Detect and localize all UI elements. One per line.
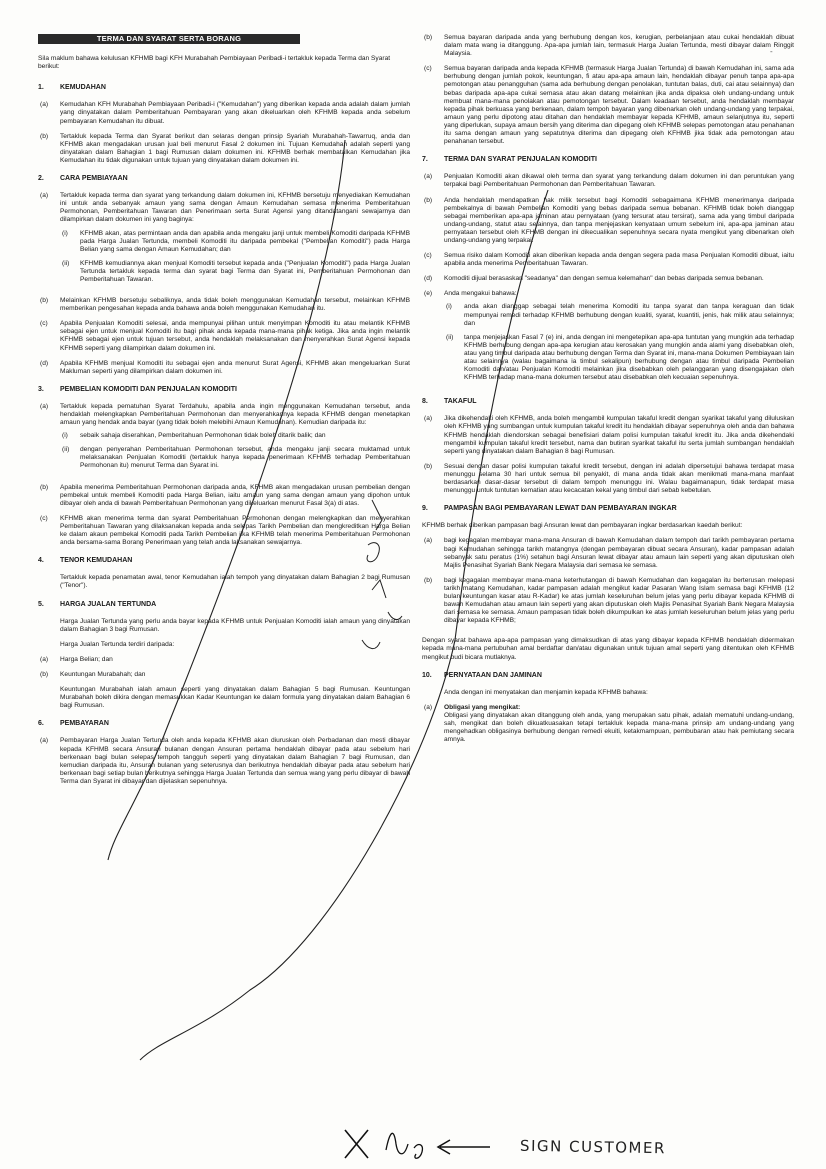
- clause-3a-ii: (ii) dengan penyerahan Pemberitahuan Permohonan tersebut, anda mengaku janji secara muktamad untuk melaksanakan Penjualan Komoditi (tertakluk hanya kepada penerimaan KFHMB terhadap Pemberitahuan Permohonan itu) menurut Terma dan Syarat ini.: [62, 446, 410, 470]
- clause-7e-ii: (ii) tanpa menjejaskan Fasal 7 (e) ini, anda dengan ini mengetepikan apa-apa tuntutan yang mungkin ada terhadap KFHMB berhubung dengan apa-apa kerugian atau kerosakan yang mungkin anda alami yang disebabkan oleh, atau yang timbul daripada atau berhubung dengan Terma dan Syarat ini, mana-mana Dokumen Pembiayaan lain atau selainnya (walau bagaimana ia timbul sekalipun) berhubung dengan atau timbul daripada Pembelian Komoditi dan/atau Penjualan Komoditi melainkan jika disebabkan oleh pelanggaran yang disengajakan oleh KFHMB terhadap mana-mana dokumen tersebut atau disebabkan oleh kecuaian sepenuhnya.: [446, 333, 794, 382]
- clause-2a: (a) Tertakluk kepada terma dan syarat yang terkandung dalam dokumen ini, KFHMB bersetuju menyediakan Kemudahan ini untuk anda sebanyak amaun yang sama dengan Amaun Kemudahan semasa menerima Pemberitahuan Permohonan, Pemberitahuan Tawaran dan Penerimaan serta Surat Agensi yang ditandatangani sewajarnya dan dilampirkan dalam dokumen ini yang baginya: (i) KFHMB akan, atas permintaan anda dan apabila anda mengaku janji untuk membeli Komoditi daripada KFHMB pada Harga Jualan Tertunda, membeli Komoditi itu daripada pembekal ("Pembelian Komoditi") pada Harga Belian yang sama dengan Amaun Kemudahan; dan (ii) KFHMB kemudiannya akan menjual Komoditi tersebut kepada anda ("Penjualan Komoditi") pada Harga Jualan Tertunda tertakluk kepada terma dan syarat bagi Terma dan Syarat ini, Pemberitahuan Permohonan dan Pemberitahuan Tawaran.: [40, 192, 410, 283]
- clause-5b: (b) Keuntungan Murabahah; dan: [40, 670, 146, 678]
- section-6: [38, 720, 410, 786]
- section-5-p2: Harga Jualan Tertunda terdiri daripada:: [60, 640, 175, 648]
- clause-3a-i: (i) sebaik sahaja diserahkan, Pemberitahuan Permohonan tidak boleh ditarik balik; dan: [62, 432, 326, 440]
- clause-2a-i: (i) KFHMB akan, atas permintaan anda dan apabila anda mengaku janji untuk membeli Komoditi daripada KFHMB pada Harga Jualan Tertunda, membeli Komoditi itu daripada pembekal ("Pembelian Komoditi") pada Harga Belian yang sama dengan Amaun Kemudahan; dan: [62, 229, 410, 253]
- handwritten-initials: [386, 1133, 422, 1158]
- clause-2a-ii: (ii) KFHMB kemudiannya akan menjual Komoditi tersebut kepada anda ("Penjualan Komoditi") pada Harga Jualan Tertunda tertakluk kepada terma dan syarat bagi Terma dan Syarat ini, Pemberitahuan Permohonan dan Pemberitahuan Tawaran.: [62, 259, 410, 283]
- section-heading: 10. PERNYATAAN DAN JAMINAN: [422, 671, 542, 679]
- clause-3c: (c) KFHMB akan menerima terma dan syarat Pemberitahuan Permohonan dengan melengkapkan dan menyerahkan Pemberitahuan Tawaran yang dilaksanakan kepada anda selepas Tarikh Pembelian dan mengkreditkan Harga Belian ke dalam akaun pembekal Komoditi pada Tarikh Pembelian jika KFHMB telah menerima Pemberitahuan Permohonan anda bersama-sama Borang Penerimaan yang telah anda laksanakan sewajarnya.: [40, 514, 410, 547]
- section-heading: 6. PEMBAYARAN: [38, 720, 109, 728]
- section-4: [38, 557, 410, 590]
- section-10: [422, 672, 794, 745]
- section-heading: 1. KEMUDAHAN: [38, 84, 106, 92]
- clause-8b: (b) Sesuai dengan dasar polisi kumpulan takaful kredit tersebut, dengan ini adalah dipersetujui bahawa terdapat masa menunggu selama 30 hari untuk semua bil penyakit, di mana anda tidak akan menikmati mana-mana manfaat berdasarkan dasar-dasar tersebut di dalam tempoh menunggu ini. Walau bagaimanapun, tidak terdapat masa menunggu untuk tuntutan kematian atau kecacatan kekal yang timbul dari sebab kebetulan.: [424, 462, 794, 495]
- clause-6b: (b) Semua bayaran daripada anda yang berhubung dengan kos, kerugian, perbelanjaan atau cukai hendaklah dibuat dalam mata wang ia ditanggung. Apa-apa jumlah lain, termasuk Harga Jualan Tertunda, mesti dibayar dalam Ringgit Malaysia.: [424, 34, 794, 58]
- section-2: [38, 175, 410, 376]
- section-9-closing: Dengan syarat bahawa apa-apa pampasan yang dimaksudkan di atas yang dibayar kepada KFHMB hendaklah didermakan kepada mana-mana pertubuhan amal berdaftar dan/atau digunakan untuk tujuan amal seperti yang ditentukan oleh KFHMB mengikut budi bicara mutlaknya.: [422, 637, 794, 661]
- right-column: [422, 34, 794, 751]
- clause-6a: (a) Pembayaran Harga Jualan Tertunda oleh anda kepada KFHMB akan diuruskan oleh Perbadanan dan mesti dibayar kepada KFHMB secara Ansuran bulanan dengan Ansuran pertama hendaklah dibayar pada atau sebelum hari berkenaan bagi bulan selepas tempoh tangguh seperti yang dinyatakan dalam Bahagian 7 bagi Rumusan, dan kemudian daripada itu, Ansuran bulanan yang seterusnya dan berikutnya hendaklah dibayar pada atau sebelum hari berkenaan bagi setiap bulan berikutnya sehingga Harga Jualan Tertunda dan semua wang yang perlu dibayar di bawah Terma dan Syarat ini dibayar dan dijelaskan sepenuhnya.: [40, 737, 410, 785]
- section-heading: 7. TERMA DAN SYARAT PENJUALAN KOMODITI: [422, 156, 597, 164]
- document-title: TERMA DAN SYARAT SERTA BORANG: [38, 34, 300, 44]
- clause-1b: (b) Tertakluk kepada Terma dan Syarat berikut dan selaras dengan prinsip Syariah Murabahah-Tawarruq, anda dan KFHMB akan mengadakan urusan jual beli menurut Fasal 2 dokumen ini. Tujuan Kemudahan adalah seperti yang dinyatakan dalam Bahagian 1 bagi Rumusan dalam dokumen ini. KFHMB berhak membatalkan Kemudahan jika Kemudahan itu tidak digunakan untuk tujuan yang dinyatakan dalam dokumen ini.: [40, 132, 410, 164]
- section-heading: 9. PAMPASAN BAGI PEMBAYARAN LEWAT DAN PEMBAYARAN INGKAR: [422, 505, 677, 513]
- clause-5a: (a) Harga Belian; dan: [40, 655, 113, 663]
- section-5-p1: Harga Jualan Tertunda yang perlu anda bayar kepada KFHMB untuk Penjualan Komoditi ialah amaun yang dinyatakan dalam Bahagian 3 bagi Rumusan.: [60, 617, 410, 633]
- clause-7d: (d) Komoditi dijual berasaskan "seadanya" dan dengan semua kelemahan" dan bebas daripada semua bebanan.: [424, 275, 764, 283]
- section-9-intro: KFHMB berhak diberikan pampasan bagi Ansuran lewat dan pembayaran ingkar berdasarkan kaedah berikut:: [422, 522, 743, 530]
- section-1: [38, 84, 410, 165]
- section-9: [422, 505, 794, 661]
- left-column: [38, 34, 410, 793]
- clause-10a-heading: Obligasi yang mengikat:: [444, 703, 521, 711]
- section-7: [422, 156, 794, 388]
- handwritten-arrow-icon: [438, 1140, 490, 1154]
- clause-1a: (a) Kemudahan KFH Murabahah Pembiayaan Peribadi-i ("Kemudahan") yang diberikan kepada anda adalah dalam jumlah yang dinyatakan dalam Pemberitahuan Pembayaran yang akan dikeluarkan oleh KFHMB kepada anda sebelum pembayaran Kemudahan itu dibuat.: [40, 101, 410, 125]
- clause-9a: (a) bagi kegagalan membayar mana-mana Ansuran di bawah Kemudahan dalam tempoh dari tarikh pembayaran pertama bagi Kemudahan sehingga tarikh matangnya (dengan pembayaran dibuat secara Ansuran), kadar pampasan adalah sebanyak satu peratus (1%) setahun bagi Ansuran lewat dibayar atau amaun lain seperti yang akan diputuskan oleh Majlis Penasihat Syariah Bank Negara Malaysia dari semasa ke semasa.: [424, 537, 794, 569]
- margin-mark: -: [770, 47, 773, 56]
- clause-2c: (c) Apabila Penjualan Komoditi selesai, anda mempunyai pilihan untuk menyimpan Komoditi itu atau melantik KFHMB sebagai ejen untuk menjual Komoditi itu bagi pihak anda kepada mana-mana pihak ketiga. Jika anda ingin melantik KFHMB sebagai ejen untuk tujuan tersebut, anda hendaklah melaksanakan dan menyerahkan Surat Agensi kepada KFHMB seperti yang dilampirkan dalam dokumen ini.: [40, 320, 410, 352]
- section-3: [38, 386, 410, 547]
- section-8: [422, 398, 794, 495]
- clause-7e-i: (i) anda akan dianggap sebagai telah menerima Komoditi itu tanpa syarat dan tanpa keraguan dan tidak mempunyai remedi terhadap KFHMB berhubung dengan kualiti, syarat, kuantiti, jenis, hak milik atau selainnya; dan: [446, 303, 794, 327]
- clause-6c: (c) Semua bayaran daripada anda kepada KFHMB (termasuk Harga Jualan Tertunda) di bawah Kemudahan ini, sama ada berhubung dengan jumlah pokok, keuntungan, fi atau apa-apa amaun lain, hendaklah dibayar penuh tanpa apa-apa pemotongan atau penangguhan (sama ada berhubung dengan penolakan, tuntutan balas, duti, cai atau selainnya) dan bebas daripada apa-apa cukai semasa atau akan datang melainkan jika anda dipaksa oleh undang-undang untuk membuat mana-mana penolakan atau pemotongan tersebut. Dalam keadaan tersebut, anda hendaklah membayar kepada pihak berkuasa yang berkenaan, dalam tempoh bayaran yang dibenarkan oleh undang-undang yang terpakai, amaun yang perlu dipotong atau ditahan dan hendaklah membayar kepada KFHMB, amaun selanjutnya itu, seperti yang diperlukan, supaya amaun bersih yang diterima dan dipegang oleh KFHMB selepas pemotongan atau penahanan itu sama dengan amaun yang sepatutnya diterima dan dipegang oleh KFHMB jika tidak ada pemotongan atau penahanan tersebut.: [424, 65, 794, 146]
- section-5-p3: Keuntungan Murabahah ialah amaun seperti yang dinyatakan dalam Bahagian 5 bagi Rumusan. Keuntungan Murabahah boleh dikira dengan memasukkan Kadar Keuntungan ke dalam formula yang dinyatakan dalam Bahagian 6 bagi Rumusan.: [60, 686, 410, 710]
- section-4-text: Tertakluk kepada penamatan awal, tenor Kemudahan ialah tempoh yang dinyatakan dalam Bahagian 2 bagi Rumusan ("Tenor").: [60, 574, 410, 590]
- clause-10a: (a) Obligasi yang mengikat: Obligasi yang dinyatakan akan ditanggung oleh anda, yang merupakan satu pihak, adalah mematuhi undang-undang, sah, mengikat dan boleh dikuatkuasakan tetapi tertakluk kepada mana-mana prinsip am undang-undang yang mengehadkan obligasinya berhubung dengan remedi ekuiti, ketakmampuan, pembubaran atau hak pemiutang secara amnya.: [424, 703, 794, 744]
- section-heading: 4. TENOR KEMUDAHAN: [38, 557, 133, 565]
- clause-7c: (c) Semua risiko dalam Komoditi akan diberikan kepada anda dengan segera pada masa Penjualan Komoditi dibuat, iaitu apabila anda menerima Pemberitahuan Tawaran.: [424, 252, 794, 268]
- clause-7a: (a) Penjualan Komoditi akan dikawal oleh terma dan syarat yang terkandung dalam dokumen ini dan peruntukan yang terpakai bagi Pemberitahuan Permohonan dan Pemberitahuan Tawaran.: [424, 173, 794, 189]
- clause-9b: (b) bagi kegagalan membayar mana-mana keterhutangan di bawah Kemudahan dan kegagalan itu berterusan melepasi tarikh matang Kemudahan, kadar pampasan adalah mengikut kadar Pasaran Wang Islam semasa bagi KFHMB (12 bulan keuntungan kasar atau R-Kadar) ke atas jumlah keseluruhan belum jelas yang perlu dibayar kepada KFHMB di bawah Kemudahan atau amaun lain seperti yang akan diputuskan oleh Majlis Penasihat Syariah Bank Negara Malaysia dari semasa ke semasa. Amaun pampasan tidak boleh dikumpulkan ke atas jumlah keseluruhan belum jelas yang perlu dibayar kepada KFHMB;: [424, 576, 794, 625]
- section-heading: 3. PEMBELIAN KOMODITI DAN PENJUALAN KOMODITI: [38, 385, 237, 393]
- clause-7b: (b) Anda hendaklah mendapatkan hak milik tersebut bagi Komoditi sebagaimana KFHMB menerimanya daripada pembekalnya di bawah Pembelian Komoditi yang bebas daripada semua bebanan. KFHMB tidak boleh dianggap sebagai memberikan apa-apa jaminan atau pernyataan (yang tersurat atau tersirat), sama ada yang timbul daripada undang-undang, statut atau selainnya, dan tanpa menjejaskan kenyataan umum sebelum ini, apa-apa jaminan atau pernyataan tersebut oleh KFHMB dengan ini dikecualikan sepenuhnya secara nyata mengikut yang dibenarkan oleh undang-undang yang terpakai.: [424, 196, 794, 244]
- section-5: [38, 601, 410, 711]
- clause-3b: (b) Apabila menerima Pemberitahuan Permohonan daripada anda, KFHMB akan mengadakan urusan pembelian dengan pembekal untuk membeli Komoditi pada Harga Belian, iaitu amaun yang sama dengan amaun yang dipohon untuk dibayar oleh anda di bawah Pemberitahuan Permohonan yang dikeluarkan menurut Fasal 3(a) di atas.: [40, 483, 410, 507]
- section-heading: 2. CARA PEMBIAYAAN: [38, 175, 128, 183]
- clause-2d: (d) Apabila KFHMB menjual Komoditi itu sebagai ejen anda menurut Surat Agensi, KFHMB akan mengeluarkan Surat Makluman seperti yang dilampirkan dalam dokumen ini.: [40, 359, 410, 375]
- section-heading: 5. HARGA JUALAN TERTUNDA: [38, 600, 157, 608]
- intro-paragraph: Sila maklum bahawa kelulusan KFHMB bagi KFH Murabahah Pembiayaan Peribadi-i tertakluk kepada Terma dan Syarat berikut:: [38, 55, 391, 71]
- section-10-intro: Anda dengan ini menyatakan dan menjamin kepada KFHMB bahawa:: [444, 688, 648, 696]
- clause-8a: (a) Jika dikehendaki oleh KFHMB, anda boleh mengambil kumpulan takaful kredit dengan syarikat takaful yang diluluskan oleh KFHMB yang sumbangan untuk kumpulan takaful kredit itu hendaklah dibayar sepenuhnya oleh anda dan bahawa KFHMB hendaklah diendorskan sebagai benefisiari dalam polisi kumpulan takaful kredit itu. Jika anda dikehendaki mengambil kumpulan takaful kredit tersebut, nama dan butiran syarikat takaful itu serta jumlah sumbangan hendaklah seperti yang dinyatakan dalam Bahagian 8 bagi Rumusan.: [424, 415, 794, 455]
- handwritten-cross-mark: [345, 1130, 368, 1158]
- clause-3a: (a) Tertakluk kepada pematuhan Syarat Terdahulu, apabila anda ingin menggunakan Kemudahan tersebut, anda hendaklah melengkapkan Pemberitahuan Permohonan dan menyerahkannya kepada KFHMB dengan menetapkan amaun yang hendak anda bayar (yang tidak boleh melebihi Amaun Kemudahan). Kemudian daripada itu: (i) sebaik sahaja diserahkan, Pemberitahuan Permohonan tidak boleh ditarik balik; dan (ii) dengan penyerahan Pemberitahuan Permohonan tersebut, anda mengaku janji secara muktamad untuk melaksanakan Penjualan Komoditi (tertakluk hanya kepada penerimaan KFHMB terhadap Pemberitahuan Permohonan itu) menurut Terma dan Syarat ini.: [40, 402, 410, 470]
- handwritten-sign-note: SIGN CUSTOMER: [519, 1136, 666, 1158]
- clause-2b: (b) Melainkan KFHMB bersetuju sebaliknya, anda tidak boleh menggunakan Kemudahan tersebut, melainkan KFHMB memberikan pengesahan kepada anda bahawa anda boleh menggunakan Kemudahan itu.: [40, 297, 410, 313]
- clause-7e: (e) Anda mengakui bahawa: (i) anda akan dianggap sebagai telah menerima Komoditi itu tanpa syarat dan tanpa keraguan dan tidak mempunyai remedi terhadap KFHMB berhubung dengan kualiti, syarat, kuantiti, jenis, hak milik atau selainnya; dan (ii) tanpa menjejaskan Fasal 7 (e) ini, anda dengan ini mengetepikan apa-apa tuntutan yang mungkin ada terhadap KFHMB berhubung dengan apa-apa kerugian atau kerosakan yang mungkin anda alami yang disebabkan oleh, atau yang timbul daripada atau berhubung dengan Terma dan Syarat ini, mana-mana Dokumen Pembiayaan lain atau selainnya (walau bagaimana ia timbul sekalipun) berhubung dengan atau timbul daripada Pembelian Komoditi dan/atau Penjualan Komoditi melainkan jika disebabkan oleh pelanggaran yang disengajakan oleh KFHMB terhadap mana-mana dokumen tersebut atau disebabkan oleh kecuaian sepenuhnya.: [424, 290, 794, 382]
- section-heading: 8. TAKAFUL: [422, 398, 477, 406]
